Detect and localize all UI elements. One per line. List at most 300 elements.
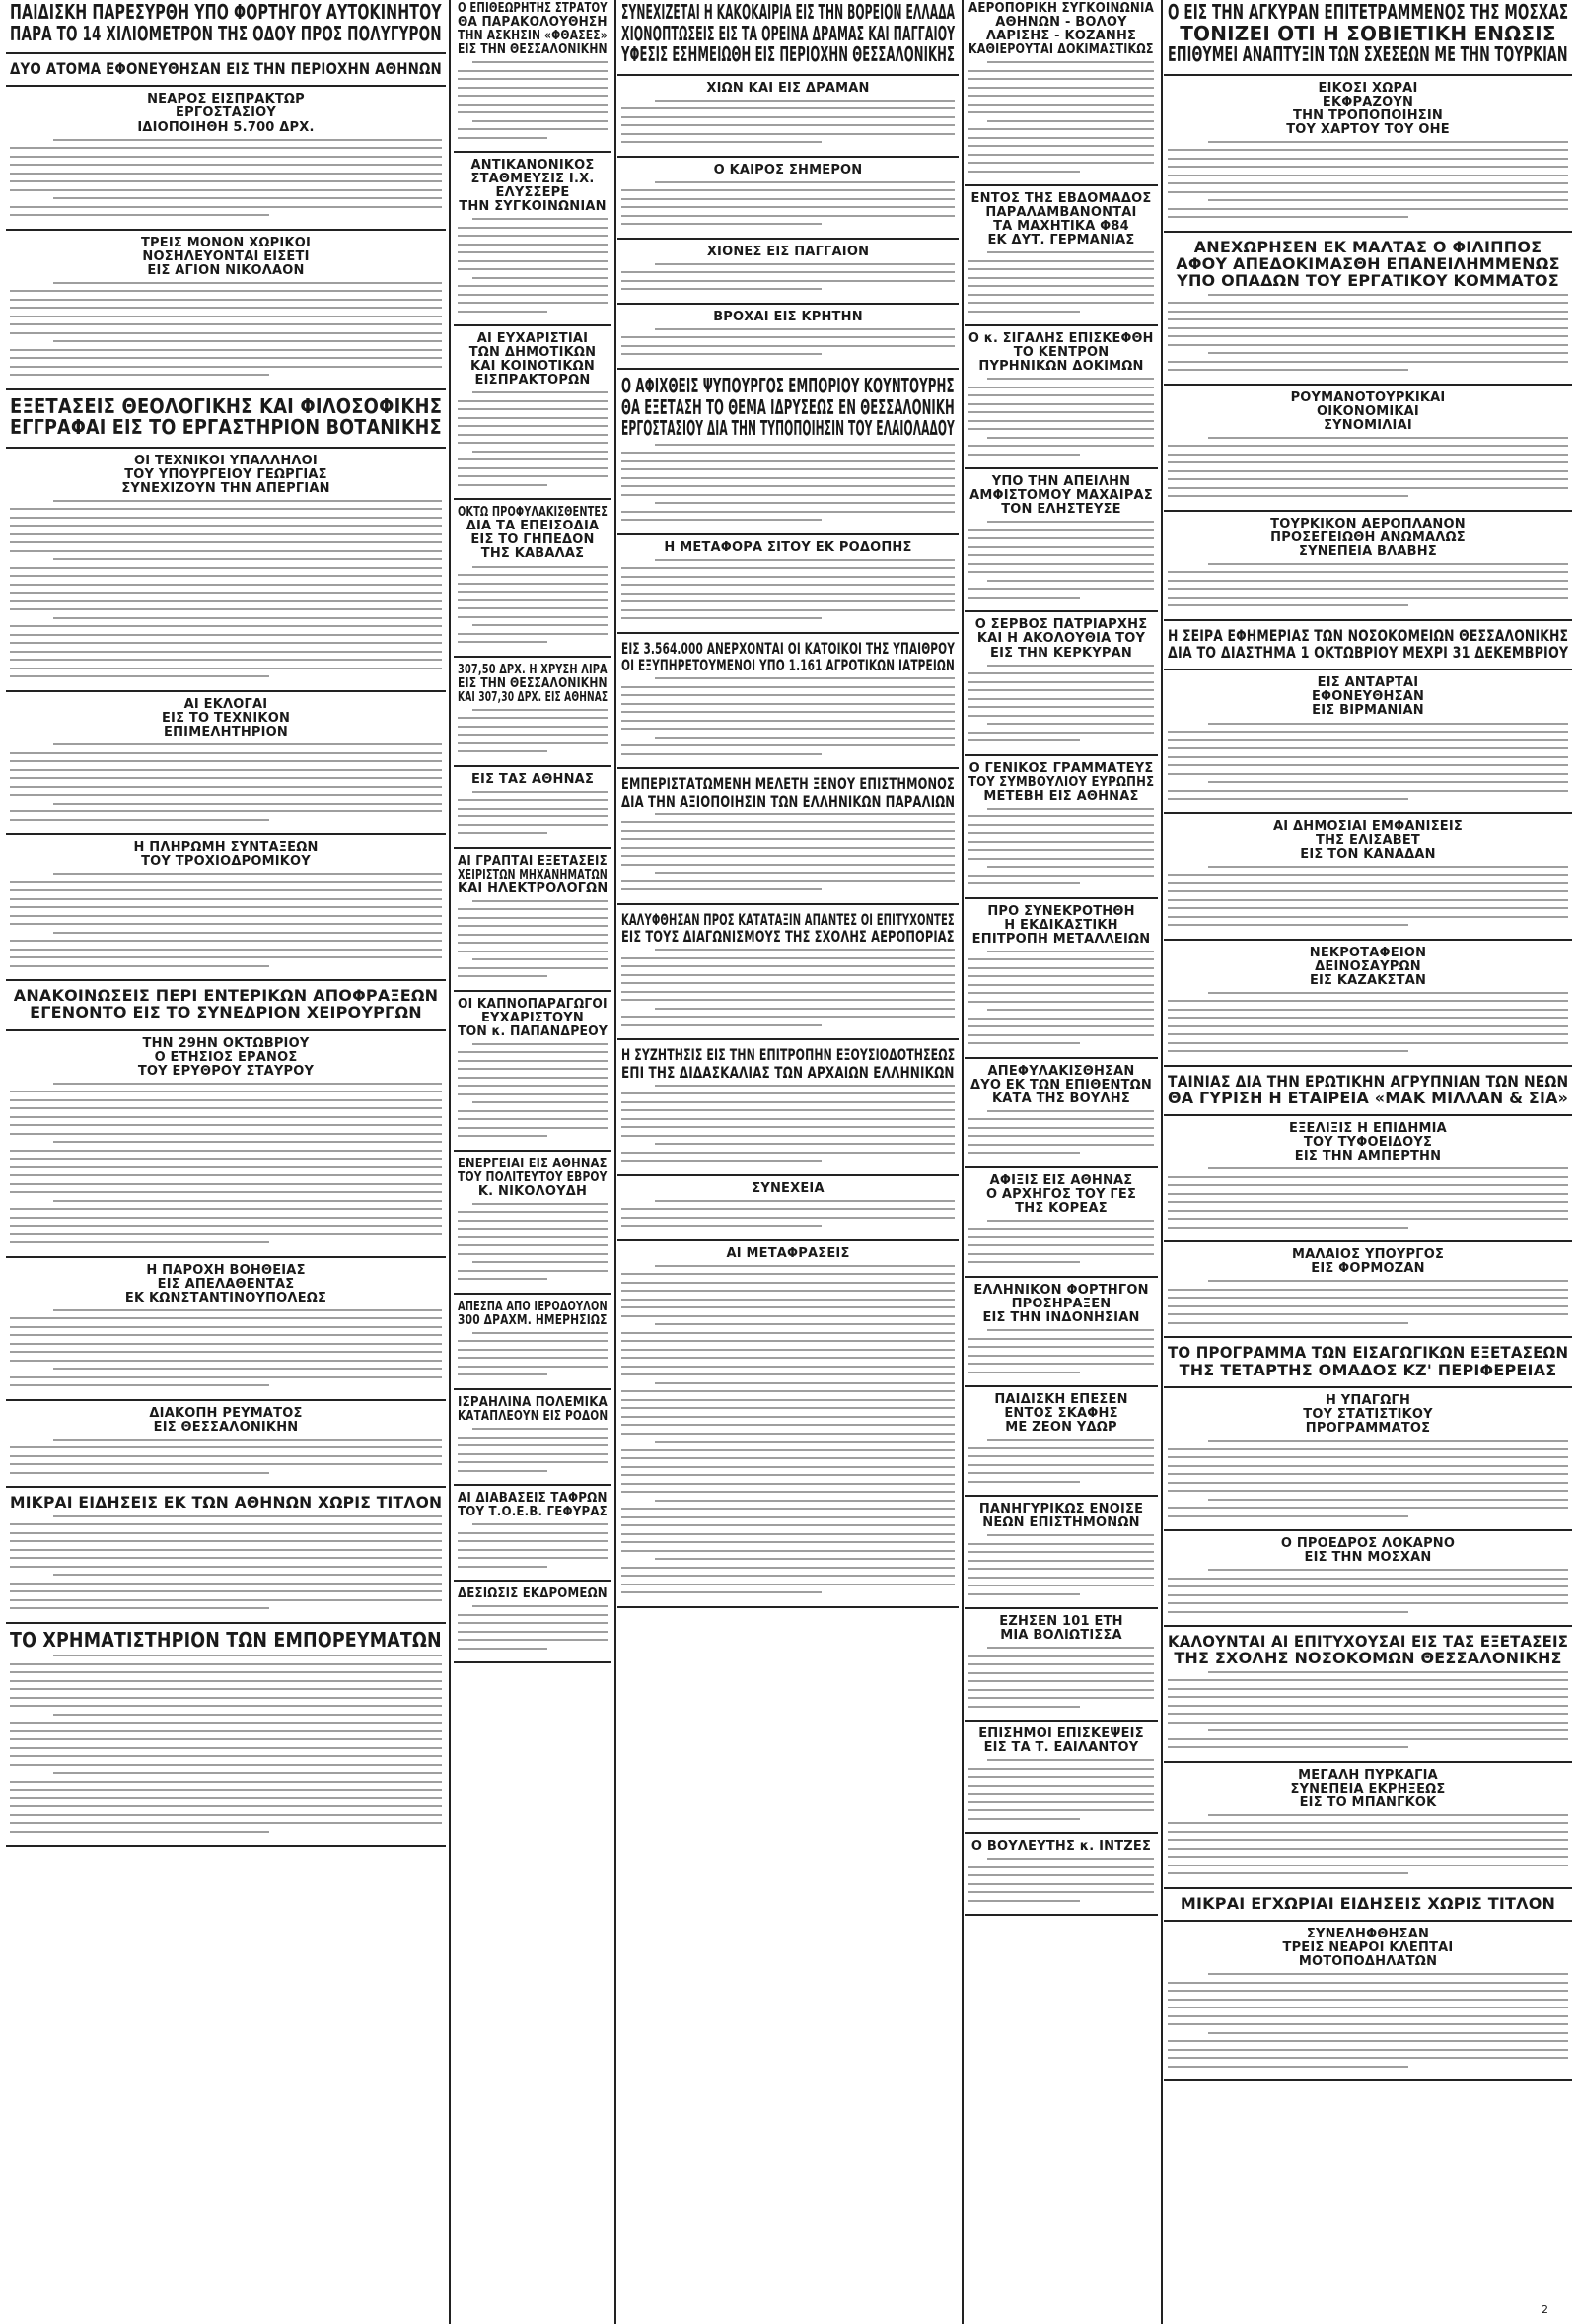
text-line: [621, 124, 955, 126]
text-line: [10, 550, 442, 552]
text-line: [655, 949, 955, 951]
headline-line: ΤΟ ΚΕΝΤΡΟΝ: [1013, 345, 1110, 361]
text-line: [1168, 344, 1568, 346]
text-line: [655, 872, 955, 874]
headline-line: ΣΥΝΕΛΗΦΘΗΣΑΝ: [1306, 1926, 1430, 1941]
text-line: [458, 434, 608, 436]
text-line: [458, 1077, 608, 1079]
text-line: [472, 709, 608, 711]
text-line: [458, 87, 608, 89]
text-line: [655, 1382, 955, 1384]
text-line: [1168, 1456, 1568, 1458]
text-line: [1168, 1856, 1568, 1858]
text-line: [968, 554, 1154, 556]
text-line: [968, 111, 1154, 113]
headline-line: ΜΕΤΕΒΗ ΕΙΣ ΑΘΗΝΑΣ: [983, 788, 1139, 804]
section-divider: [6, 1256, 446, 1258]
article: [6, 1492, 446, 1617]
text-line: [968, 1793, 1154, 1795]
text-line: [621, 830, 955, 832]
headline-line: 300 ΔΡΑΧΜ. ΗΜΕΡΗΣΙΩΣ: [458, 1312, 608, 1328]
text-line: [987, 1009, 1154, 1011]
text-line: [1168, 1210, 1568, 1212]
text-line: [10, 1326, 442, 1328]
text-line: [1168, 302, 1568, 304]
text-line: [458, 425, 608, 427]
text-line: [472, 900, 608, 902]
text-line: [968, 1776, 1154, 1778]
article-body: [458, 1523, 608, 1568]
text-line: [10, 307, 442, 309]
text-line: [10, 584, 442, 586]
article: [6, 235, 446, 385]
section-divider: [454, 498, 611, 500]
text-line: [621, 847, 955, 849]
text-line: [968, 1785, 1154, 1787]
section-divider: [965, 1720, 1158, 1722]
text-line: [968, 1261, 1080, 1263]
headline-line: ΤΑΙΝΙΑΣ ΔΙΑ ΤΗΝ ΕΡΩΤΙΚΗΝ ΑΓΡΥΠΝΙΑΝ ΤΩΝ ΝΕΩΝ: [1168, 1071, 1569, 1091]
text-line: [968, 1447, 1154, 1449]
headline-line: ΕΙΣ ΘΕΣΣΑΛΟΝΙΚΗΝ: [153, 1419, 299, 1435]
article: [1164, 1392, 1572, 1525]
text-line: [458, 934, 608, 936]
article: [6, 1628, 446, 1842]
text-line: [10, 794, 442, 796]
text-line: [621, 957, 955, 959]
headline-line: ΤΟΝΙΖΕΙ ΟΤΙ Η ΣΟΒΙΕΤΙΚΗ ΕΝΩΣΙΣ: [1180, 21, 1556, 45]
headline-line: ΕΙΣ ΑΝΤΑΡΤΑΙ: [1317, 675, 1419, 691]
section-divider: [617, 303, 959, 305]
headline-line: ΕΝΤΟΣ ΤΗΣ ΕΒΔΟΜΑΔΟΣ: [970, 191, 1152, 207]
text-line: [53, 1515, 442, 1517]
article-body: [968, 61, 1154, 173]
text-line: [458, 942, 608, 944]
text-line: [458, 583, 608, 585]
text-line: [10, 659, 442, 661]
text-line: [987, 1858, 1154, 1860]
text-line: [472, 1261, 608, 1263]
article-body: [458, 1203, 608, 1281]
article-body: [968, 1220, 1154, 1264]
article-headline: [10, 2, 442, 44]
section-divider: [6, 1029, 446, 1031]
text-line: [621, 468, 955, 470]
text-line: [1168, 2049, 1568, 2051]
text-line: [53, 1439, 442, 1441]
text-line: [968, 1127, 1154, 1129]
headline-line: ΑΠΕΣΠΑ ΑΠΟ ΙΕΡΟΔΟΥΛΟΝ: [458, 1299, 608, 1314]
headline-line: Ο ΣΕΡΒΟΣ ΠΑΤΡΙΑΡΧΗΣ: [974, 617, 1148, 633]
column-rule: [1161, 0, 1163, 2324]
article-body: [458, 900, 608, 978]
text-line: [458, 78, 608, 80]
article-body: [458, 218, 608, 313]
article: [965, 1838, 1158, 1910]
headline-line: ΤΟΝ κ. ΠΑΠΑΝΔΡΕΟΥ: [458, 1023, 609, 1039]
text-line: [458, 1060, 608, 1062]
article-headline: [1168, 1895, 1568, 1912]
text-line: [472, 624, 608, 626]
article-headline: [458, 1492, 608, 1519]
text-line: [458, 599, 608, 601]
text-line: [472, 1332, 608, 1334]
text-line: [968, 832, 1154, 834]
text-line: [472, 1203, 608, 1205]
text-line: [621, 1584, 955, 1585]
text-line: [987, 437, 1154, 439]
text-line: [621, 1160, 822, 1162]
text-line: [53, 340, 442, 342]
text-line: [1168, 1297, 1568, 1299]
headline-line: ΑΙ ΔΙΑΒΑΣΕΙΣ ΤΑΦΡΩΝ: [458, 1491, 608, 1507]
text-line: [458, 1244, 608, 1246]
article-body: [10, 500, 442, 678]
section-divider: [617, 156, 959, 158]
text-line: [968, 1346, 1154, 1348]
article: [965, 1613, 1158, 1716]
headline-line: Ο ΚΑΙΡΟΣ ΣΗΜΕΡΟΝ: [713, 162, 863, 177]
text-line: [1208, 992, 1568, 994]
article-headline: [621, 1182, 955, 1196]
text-line: [1168, 1982, 1568, 1984]
article: [965, 0, 1158, 180]
text-line: [10, 567, 442, 569]
text-line: [472, 1605, 608, 1607]
text-line: [10, 1680, 442, 1682]
text-line: [1208, 1280, 1568, 1282]
text-line: [10, 1663, 442, 1665]
headline-line: ΤΟΥΡΚΙΚΟΝ ΑΕΡΟΠΛΑΝΟΝ: [1270, 516, 1466, 531]
text-line: [1168, 597, 1568, 599]
text-line: [10, 1781, 442, 1783]
text-line: [1168, 604, 1408, 606]
headline-line: ΔΙΑ ΤΑ ΕΠΕΙΣΟΔΙΑ: [466, 519, 600, 534]
article-headline: [458, 1587, 608, 1601]
text-line: [458, 1068, 608, 1070]
article: [617, 1245, 959, 1602]
article: [965, 1501, 1158, 1603]
text-line: [458, 824, 608, 826]
text-line: [968, 1663, 1154, 1665]
section-divider: [965, 1276, 1158, 1278]
text-line: [458, 137, 547, 139]
headline-line: ΕΡΓΟΣΤΑΣΙΟΥ ΔΙΑ ΤΗΝ ΤΥΠΟΠΟΙΗΣΙΝ ΤΟΥ ΕΛΑΙΟΛΑΔΟΥ: [621, 416, 955, 441]
headline-line: ΠΑΙΔΙΣΚΗ ΠΑΡΕΣΥΡΘΗ ΥΠΟ ΦΟΡΤΗΓΟΥ ΑΥΤΟΚΙΝΗΤΟΥ: [10, 0, 442, 24]
article-body: [458, 709, 608, 753]
article: [1164, 674, 1572, 808]
text-line: [1168, 790, 1568, 792]
headline-line: ΕΙΣ ΤΑΣ ΑΘΗΝΑΣ: [470, 771, 595, 787]
article-headline: [621, 82, 955, 96]
article-headline: [968, 1065, 1154, 1106]
text-line: [968, 268, 1154, 270]
text-line: [53, 1309, 442, 1311]
text-line: [458, 591, 608, 593]
text-line: [10, 1360, 442, 1362]
text-line: [458, 908, 608, 910]
text-line: [1208, 141, 1568, 143]
text-line: [968, 1118, 1154, 1120]
text-line: [1168, 1305, 1568, 1307]
text-line: [458, 268, 608, 270]
article-headline: [968, 2, 1154, 57]
text-line: [621, 1217, 955, 1219]
text-line: [10, 760, 442, 762]
text-line: [1168, 1033, 1568, 1035]
text-line: [1168, 1578, 1568, 1580]
text-line: [458, 1366, 608, 1368]
text-line: [968, 403, 1154, 405]
text-line: [621, 485, 955, 487]
article-headline: [621, 541, 955, 555]
headline-line: Ο ΑΡΧΗΓΟΣ ΤΟΥ ΓΕΣ: [985, 1186, 1137, 1202]
text-line: [10, 889, 442, 891]
text-line: [1168, 747, 1568, 749]
article: [454, 1156, 611, 1289]
headline-line: ΑΦΟΥ ΑΠΕΔΟΚΙΜΑΣΘΗ ΕΠΑΝΕΙΛΗΜΜΕΝΩΣ: [1176, 254, 1560, 274]
headline-line: ΕΙΣ ΤΗΝ ΜΟΣΧΑΝ: [1304, 1550, 1432, 1566]
text-line: [987, 723, 1154, 725]
article-headline: [458, 159, 608, 214]
text-line: [10, 1764, 442, 1766]
text-line: [968, 394, 1154, 396]
article-headline: [621, 640, 955, 674]
headline-line: ΑΕΡΟΠΟΡΙΚΗ ΣΥΓΚΟΙΝΩΝΙΑ: [968, 1, 1154, 16]
text-line: [621, 1101, 955, 1103]
article-body: [1168, 866, 1568, 927]
article-headline: [621, 1046, 955, 1081]
text-line: [987, 1329, 1154, 1331]
text-line: [10, 147, 442, 149]
headline-line: ΟΚΤΩ ΠΡΟΦΥΛΑΚΙΣΘΕΝΤΕΣ: [458, 505, 609, 521]
text-line: [621, 617, 822, 619]
text-line: [968, 1809, 1154, 1811]
article: [617, 638, 959, 764]
text-line: [458, 616, 608, 618]
text-line: [458, 1118, 608, 1120]
text-line: [1168, 470, 1568, 472]
section-divider: [965, 1385, 1158, 1387]
text-line: [53, 1368, 442, 1370]
headline-line: ΕΠΙΤΡΟΠΗ ΜΕΤΑΛΛΕΙΩΝ: [971, 931, 1151, 947]
text-line: [968, 739, 1080, 741]
headline-line: ΑΝΕΧΩΡΗΣΕΝ ΕΚ ΜΑΛΤΑΣ Ο ΦΙΛΙΠΠΟΣ: [1193, 237, 1542, 256]
text-line: [621, 198, 955, 200]
headline-line: ΤΟΥ ΤΡΟΧΙΟΔΡΟΜΙΚΟΥ: [141, 854, 311, 870]
article-body: [1168, 1814, 1568, 1875]
article-headline: [458, 855, 608, 896]
text-line: [10, 1549, 442, 1551]
section-divider: [1164, 812, 1572, 814]
text-line: [987, 1759, 1154, 1761]
text-line: [53, 743, 442, 745]
text-line: [1168, 1713, 1568, 1715]
text-line: [968, 1236, 1154, 1238]
headline-line: ΕΚΦΡΑΖΟΥΝ: [1322, 94, 1414, 109]
article-body: [621, 813, 955, 891]
headline-line: ΕΙΣ ΒΙΡΜΑΝΙΑΝ: [1312, 703, 1424, 719]
article-headline: [968, 1284, 1154, 1325]
text-line: [10, 915, 442, 917]
article-headline: [458, 773, 608, 787]
headline-line: ΧΙΩΝ ΚΑΙ ΕΙΣ ΔΡΑΜΑΝ: [706, 80, 870, 96]
text-line: [621, 1340, 955, 1342]
text-line: [458, 1228, 608, 1230]
text-line: [621, 1109, 955, 1111]
headline-line: Ο ΓΕΝΙΚΟΣ ΓΡΑΜΜΑΤΕΥΣ: [968, 760, 1154, 776]
article-body: [621, 328, 955, 356]
text-line: [458, 417, 608, 419]
section-divider: [617, 1038, 959, 1040]
text-line: [10, 1540, 442, 1542]
text-line: [10, 1233, 442, 1235]
text-line: [968, 875, 1154, 877]
headline-line: ΕΙΣ ΤΟ ΜΠΑΝΓΚΟΚ: [1299, 1795, 1437, 1810]
text-line: [10, 1208, 442, 1210]
text-line: [10, 206, 442, 208]
article-body: [621, 1265, 955, 1594]
newspaper-column: [965, 0, 1158, 2324]
text-line: [621, 189, 955, 191]
headline-line: ΧΙΟΝΕΣ ΕΙΣ ΠΑΓΓΑΙΟΝ: [706, 244, 870, 259]
headline-line: ΜΟΤΟΠΟΔΗΛΑΤΩΝ: [1298, 1954, 1438, 1970]
text-line: [621, 1315, 955, 1317]
text-line: [1168, 899, 1568, 901]
article: [454, 662, 611, 761]
text-line: [10, 642, 442, 644]
text-line: [621, 982, 955, 984]
text-line: [968, 1585, 1154, 1586]
headline-line: ΕΙΣ ΑΠΕΛΑΘΕΝΤΑΣ: [157, 1276, 295, 1292]
text-line: [458, 95, 608, 97]
text-line: [458, 734, 608, 736]
headline-line: ΕΝΤΟΣ ΣΚΑΦΗΣ: [1004, 1406, 1118, 1422]
headline-line: ΠΡΟΣΗΡΑΞΕΝ: [1011, 1296, 1112, 1311]
text-line: [968, 171, 1080, 173]
text-line: [10, 668, 442, 669]
article-body: [968, 1110, 1154, 1155]
headline-line: ΣΥΝΕΠΕΙΑ ΒΛΑΒΗΣ: [1299, 543, 1437, 559]
article-body: [458, 61, 608, 139]
headline-line: ΕΙΣ 3.564.000 ΑΝΕΡΧΟΝΤΑΙ ΟΙ ΚΑΤΟΙΚΟΙ ΤΗΣ ΥΠΑΙΘΡΟΥ: [621, 638, 955, 658]
text-line: [968, 1560, 1154, 1562]
section-divider: [1164, 619, 1572, 621]
article-body: [968, 1534, 1154, 1595]
text-line: [472, 1043, 608, 1045]
headline-line: Ο ΕΤΗΣΙΟΣ ΕΡΑΝΟΣ: [154, 1049, 298, 1065]
article-headline: [1168, 1928, 1568, 1969]
article-body: [458, 566, 608, 644]
text-line: [621, 133, 955, 135]
article-headline: [1168, 1073, 1568, 1107]
text-line: [1168, 1722, 1568, 1724]
headline-line: ΜΙΑ ΒΟΛΙΩΤΙΣΣΑ: [1000, 1628, 1122, 1644]
section-divider: [1164, 669, 1572, 670]
text-line: [10, 1225, 442, 1227]
text-line: [968, 706, 1154, 708]
text-line: [621, 1541, 955, 1543]
headline-line: ΔΕΣΙΩΣΙΣ ΕΚΔΡΟΜΕΩΝ: [458, 1586, 608, 1602]
headline-line: ΕΛΥΣΣΕΡΕ: [495, 185, 570, 201]
article: [617, 309, 959, 364]
article-headline: [458, 1158, 608, 1199]
text-line: [968, 1018, 1154, 1020]
article-body: [968, 521, 1154, 599]
text-line: [621, 864, 955, 866]
headline-line: ΚΑΙ ΚΟΙΝΟΤΙΚΩΝ: [470, 359, 595, 375]
article: [1164, 389, 1572, 506]
text-line: [621, 744, 955, 746]
text-line: [968, 420, 1154, 422]
text-line: [987, 951, 1154, 952]
text-line: [987, 120, 1154, 122]
text-line: [621, 1282, 955, 1284]
headline-line: ΥΠΟ ΟΠΑΔΩΝ ΤΟΥ ΕΡΓΑΤΙΚΟΥ ΚΟΜΜΑΤΟΣ: [1177, 271, 1559, 291]
text-line: [987, 61, 1154, 63]
text-line: [621, 1516, 955, 1518]
text-line: [1168, 1746, 1408, 1748]
text-line: [458, 1549, 608, 1551]
article-body: [458, 1605, 608, 1650]
text-line: [968, 411, 1154, 413]
section-divider: [454, 765, 611, 767]
text-line: [968, 1689, 1154, 1691]
headline-line: ΣΥΝΕΠΕΙΑ ΕΚΡΗΞΕΩΣ: [1290, 1781, 1446, 1796]
headline-line: ΕΠΙΜΕΛΗΤΗΡΙΟΝ: [164, 724, 288, 739]
text-line: [458, 400, 608, 402]
text-line: [968, 1801, 1154, 1803]
text-line: [53, 1083, 442, 1085]
text-line: [1208, 563, 1568, 565]
article: [454, 1585, 611, 1657]
text-line: [472, 218, 608, 220]
text-line: [1168, 731, 1568, 733]
article: [617, 80, 959, 152]
article: [454, 853, 611, 986]
text-line: [10, 189, 442, 191]
text-line: [10, 1107, 442, 1109]
section-divider: [1164, 384, 1572, 386]
headline-line: ΟΙ ΕΞΥΠΗΡΕΤΟΥΜΕΝΟΙ ΥΠΟ 1.161 ΑΓΡΟΤΙΚΩΝ ΙΑΤΡΕΙΩΝ: [621, 655, 955, 674]
text-line: [458, 1470, 547, 1472]
text-line: [472, 1523, 608, 1525]
article-headline: [621, 775, 955, 810]
text-line: [621, 600, 955, 602]
article-body: [1168, 1973, 1568, 2068]
text-line: [621, 1424, 955, 1426]
text-line: [458, 967, 608, 969]
headline-line: ΤΡΕΙΣ ΝΕΑΡΟΙ ΚΛΕΠΤΑΙ: [1282, 1940, 1454, 1955]
text-line: [10, 634, 442, 636]
text-line: [968, 597, 1080, 599]
text-line: [458, 917, 608, 919]
text-line: [10, 1831, 269, 1833]
text-line: [968, 1464, 1154, 1466]
headline-line: ΑΦΙΞΙΣ ΕΙΣ ΑΘΗΝΑΣ: [989, 1172, 1133, 1188]
headline-line: ΠΡΟΓΡΑΜΜΑΤΟΣ: [1305, 1420, 1431, 1436]
text-line: [458, 1444, 608, 1446]
section-divider: [6, 388, 446, 390]
headline-line: ΑΙ ΕΚΛΟΓΑΙ: [183, 696, 268, 712]
section-divider: [1164, 1065, 1572, 1067]
text-line: [621, 1357, 955, 1359]
text-line: [472, 958, 608, 960]
text-line: [10, 769, 442, 771]
text-line: [10, 180, 442, 182]
headline-line: ΕΙΣ ΤΗΝ ΘΕΣΣΑΛΟΝΙΚΗΝ: [458, 675, 608, 691]
text-line: [968, 715, 1154, 717]
